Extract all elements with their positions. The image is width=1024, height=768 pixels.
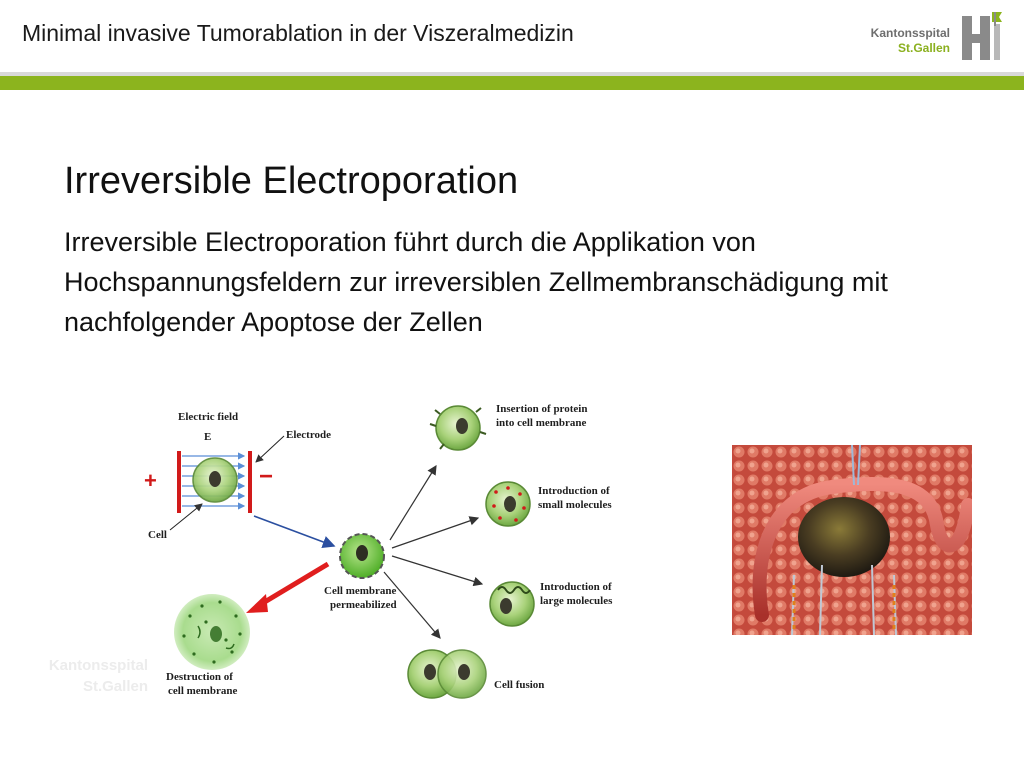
- label-protein-1: Insertion of protein: [496, 403, 588, 415]
- logo-text: [871, 26, 950, 56]
- protein-cell-nucleus: [456, 418, 468, 434]
- label-large-1: Introduction of: [540, 581, 612, 593]
- tumor-mass: [798, 497, 890, 577]
- tumor-ablation-image: [732, 445, 972, 635]
- label-membrane-1: Cell membrane: [324, 585, 397, 597]
- permeabilized-nucleus: [356, 545, 368, 561]
- logo-line-1: Kantonsspital: [870, 26, 950, 40]
- large-molecules-cell: [490, 582, 534, 626]
- cell-nucleus: [209, 471, 221, 487]
- electroporation-diagram: [140, 396, 640, 706]
- label-small-2: small molecules: [538, 499, 612, 511]
- arrow-to-permeabilized: [254, 516, 334, 546]
- hospital-logo: [870, 8, 1020, 68]
- label-destruction-2: cell membrane: [168, 685, 238, 697]
- small-molecules-nucleus: [504, 496, 516, 512]
- label-electrode: Electrode: [286, 429, 332, 441]
- plus-sign: +: [144, 468, 157, 493]
- label-small-1: Introduction of: [538, 485, 610, 497]
- label-large-2: large molecules: [540, 595, 613, 607]
- header-rule-green: [0, 76, 1024, 90]
- logo-line-2: St.Gallen: [897, 41, 950, 55]
- header-title: Minimal invasive Tumorablation in der Viszeralmedizin: [22, 20, 574, 46]
- label-destruction-1: Destruction of: [166, 671, 233, 683]
- electrode-positive: [177, 451, 181, 513]
- electrode-negative: [248, 451, 252, 513]
- watermark-line-1: Kantonsspital: [48, 657, 148, 674]
- hospital-h-icon: [954, 8, 1012, 66]
- label-electric-field: Electric field: [178, 411, 239, 423]
- arrow-to-destruction: [258, 564, 328, 606]
- fusion-nucleus-right: [458, 664, 470, 680]
- label-e-field: E: [204, 431, 212, 443]
- large-molecules-nucleus: [500, 598, 512, 614]
- slide-title: Irreversible Electroporation: [64, 160, 519, 202]
- arrow-to-destruction-head: [246, 594, 268, 613]
- destroyed-nucleus: [210, 626, 222, 642]
- watermark-logo: [26, 655, 148, 697]
- minus-sign: −: [259, 463, 274, 490]
- fusion-nucleus-left: [424, 664, 436, 680]
- label-cell: Cell: [148, 529, 167, 541]
- label-fusion: Cell fusion: [494, 679, 545, 691]
- label-protein-2: into cell membrane: [496, 417, 587, 429]
- outcome-arrows: [384, 466, 482, 638]
- slide-body-text: Irreversible Electroporation führt durch die Applikation von Hochspannungsfeldern zur irreversiblen Zellmembranschädigung mit nachfolgender Apoptose der Zellen: [64, 227, 888, 337]
- watermark-line-2: St.Gallen: [82, 678, 148, 695]
- label-membrane-2: permeabilized: [330, 599, 397, 611]
- electrode-pointer: [256, 436, 284, 462]
- cell-pointer: [170, 504, 202, 530]
